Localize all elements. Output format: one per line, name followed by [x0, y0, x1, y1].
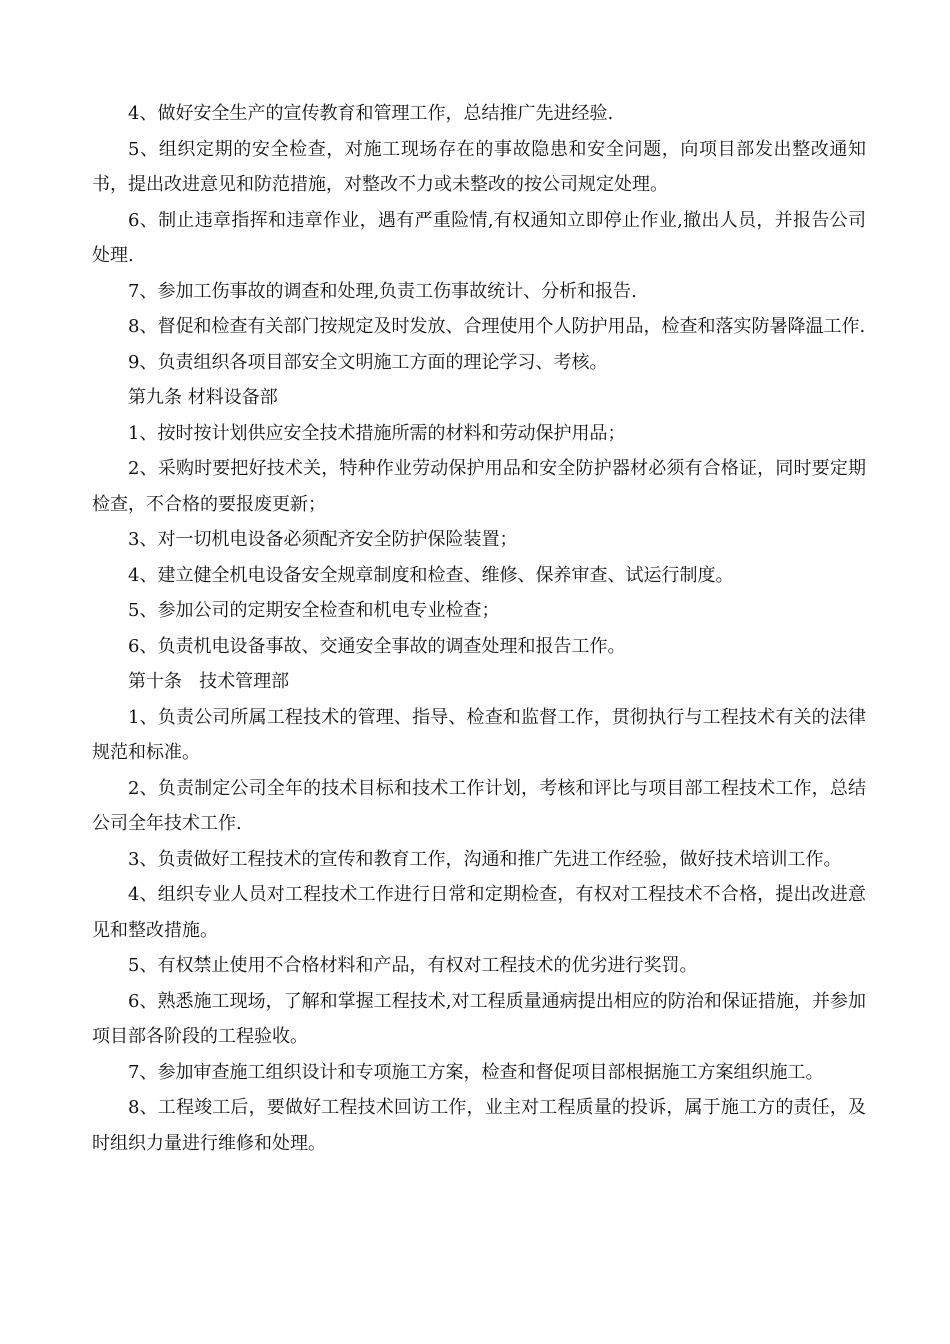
paragraph-materials-4: 4、建立健全机电设备安全规章制度和检查、维修、保养审查、试运行制度。	[128, 564, 734, 586]
paragraph-duty-9: 9、负责组织各项目部安全文明施工方面的理论学习、考核。	[128, 351, 608, 373]
paragraph-materials-3: 3、对一切机电设备必须配齐安全防护保险装置；	[128, 529, 518, 550]
paragraph-tech-4: 4、组织专业人员对工程技术工作进行日常和定期检查，有权对工程技术不合格，提出改进意见和整改措施。	[92, 884, 866, 941]
section-heading-article-9: 第九条 材料设备部	[128, 387, 278, 408]
paragraph-duty-8: 8、督促和检查有关部门按规定及时发放、合理使用个人防护用品，检查和落实防暑降温工作.	[128, 316, 866, 337]
paragraph-materials-5: 5、参加公司的定期安全检查和机电专业检查；	[128, 600, 500, 621]
paragraph-tech-3: 3、负责做好工程技术的宣传和教育工作，沟通和推广先进工作经验，做好技术培训工作。	[128, 848, 842, 870]
section-heading-article-10: 第十条 技术管理部	[128, 671, 290, 692]
paragraph-materials-1: 1、按时按计划供应安全技术措施所需的材料和劳动保护用品；	[128, 422, 626, 444]
paragraph-duty-7: 7、参加工伤事故的调查和处理,负责工伤事故统计、分析和报告.	[128, 280, 637, 302]
paragraph-tech-2: 2、负责制定公司全年的技术目标和技术工作计划，考核和评比与项目部工程技术工作，总结公司全年技术工作.	[92, 777, 866, 834]
paragraph-tech-1: 1、负责公司所属工程技术的管理、指导、检查和监督工作，贯彻执行与工程技术有关的法律规范和标准。	[92, 706, 866, 763]
paragraph-duty-6: 6、制止违章指挥和违章作业，遇有严重险情,有权通知立即停止作业,撤出人员，并报告公司处理.	[92, 209, 866, 266]
paragraph-materials-2: 2、采购时要把好技术关，特种作业劳动保护用品和安全防护器材必须有合格证，同时要定期检查，不合格的要报废更新；	[92, 458, 866, 515]
paragraph-tech-8: 8、工程竣工后，要做好工程技术回访工作，业主对工程质量的投诉，属于施工方的责任，及时组织力量进行维修和处理。	[92, 1097, 866, 1154]
paragraph-duty-5: 5、组织定期的安全检查，对施工现场存在的事故隐患和安全问题，向项目部发出整改通知书，提出改进意见和防范措施，对整改不力或未整改的按公司规定处理。	[92, 138, 866, 195]
paragraph-duty-4: 4、做好安全生产的宣传教育和管理工作，总结推广先进经验.	[128, 103, 614, 124]
paragraph-tech-6: 6、熟悉施工现场，了解和掌握工程技术,对工程质量通病提出相应的防治和保证措施，并参加项目部各阶段的工程验收。	[92, 990, 866, 1047]
paragraph-materials-6: 6、负责机电设备事故、交通安全事故的调查处理和报告工作。	[128, 635, 626, 657]
paragraph-tech-5: 5、有权禁止使用不合格材料和产品，有权对工程技术的优劣进行奖罚。	[128, 955, 698, 976]
paragraph-tech-7: 7、参加审查施工组织设计和专项施工方案，检查和督促项目部根据施工方案组织施工。	[128, 1061, 824, 1083]
